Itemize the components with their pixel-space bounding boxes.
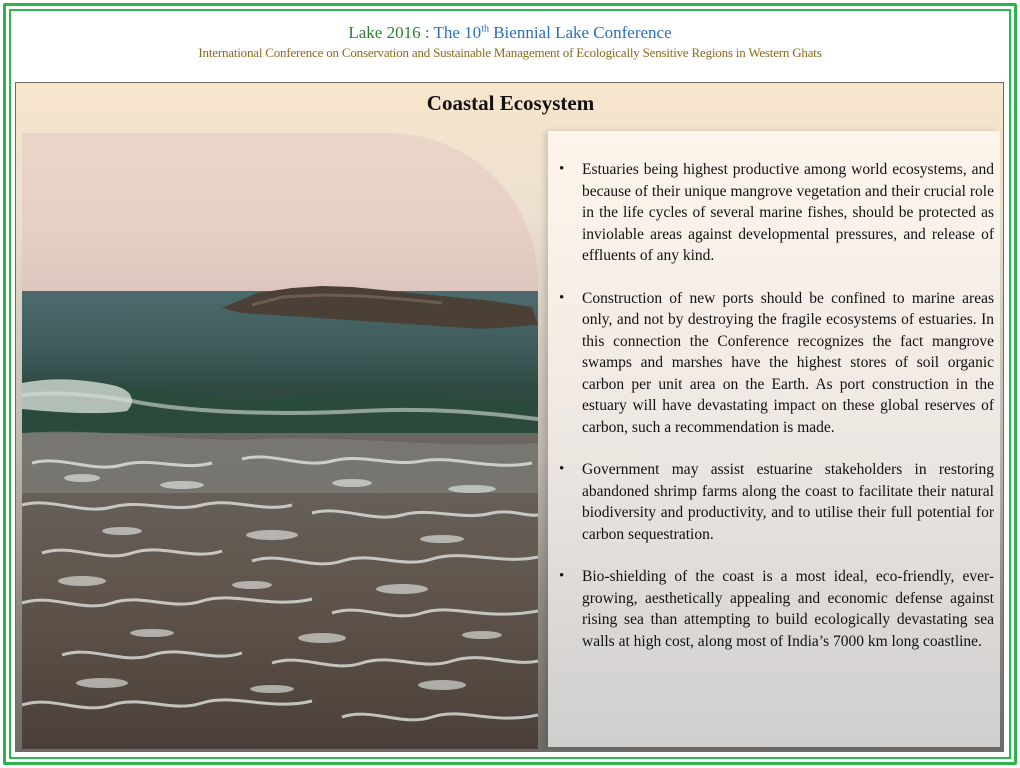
list-item-text: Estuaries being highest productive among world ecosystems, and because of their unique mangrove vegetation and their crucial role in the life cycles of several marine fishes, should be protected as inviolable areas against developmental pressures, and release of effluents of any kind. — [582, 161, 994, 264]
conference-title-sup: th — [481, 23, 489, 35]
bullet-icon: • — [559, 461, 565, 477]
bullet-icon: • — [559, 289, 565, 306]
conference-title-main — [434, 23, 672, 42]
coastal-photo-illustration — [22, 133, 538, 749]
list-item-text: Government may assist estuarine stakeholders in restoring abandoned shrimp farms along the coast to facilitate their natural biodiversity and productivity, and to utilise their full potential for carbon sequestration. — [582, 461, 994, 543]
recommendations-list — [557, 159, 994, 673]
list-item — [557, 159, 994, 267]
conference-title-main-pre: The 10 — [433, 23, 482, 42]
recommendations-panel — [548, 131, 1000, 747]
slide-title: Coastal Ecosystem — [426, 91, 595, 115]
list-item-text: Construction of new ports should be confined to marine areas only, and not by destroying the fragile ecosystems of estuaries. In this connection the Conference recognizes the fact mangrove swamps and marshes have the highest stores of soil organic carbon per unit area on the Earth. As port construction in the estuary will have devastating impact on these global reserves of carbon, such a recommendation is made. — [582, 289, 994, 436]
conference-title — [0, 22, 1020, 44]
list-item — [557, 459, 994, 545]
conference-title-prefix: Lake 2016 : — [348, 23, 434, 42]
list-item — [557, 566, 994, 652]
conference-header — [0, 22, 1020, 61]
conference-title-main-post: Biennial Lake Conference — [488, 23, 672, 42]
list-item — [557, 288, 994, 439]
bullet-icon: • — [559, 568, 565, 584]
bullet-icon: • — [559, 161, 565, 177]
coastal-photo — [22, 133, 538, 749]
list-item-text: Bio-shielding of the coast is a most ideal, eco-friendly, ever-growing, aesthetically appealing and economic defense against rising sea than attempting to build ecologically devastating sea walls at high cost, along most of India’s 7000 km long coastline. — [582, 568, 994, 650]
slide-content — [15, 82, 1004, 752]
conference-subtitle: International Conference on Conservation and Sustainable Management of Ecologically Sensitive Regions in Western Ghats — [198, 45, 822, 60]
